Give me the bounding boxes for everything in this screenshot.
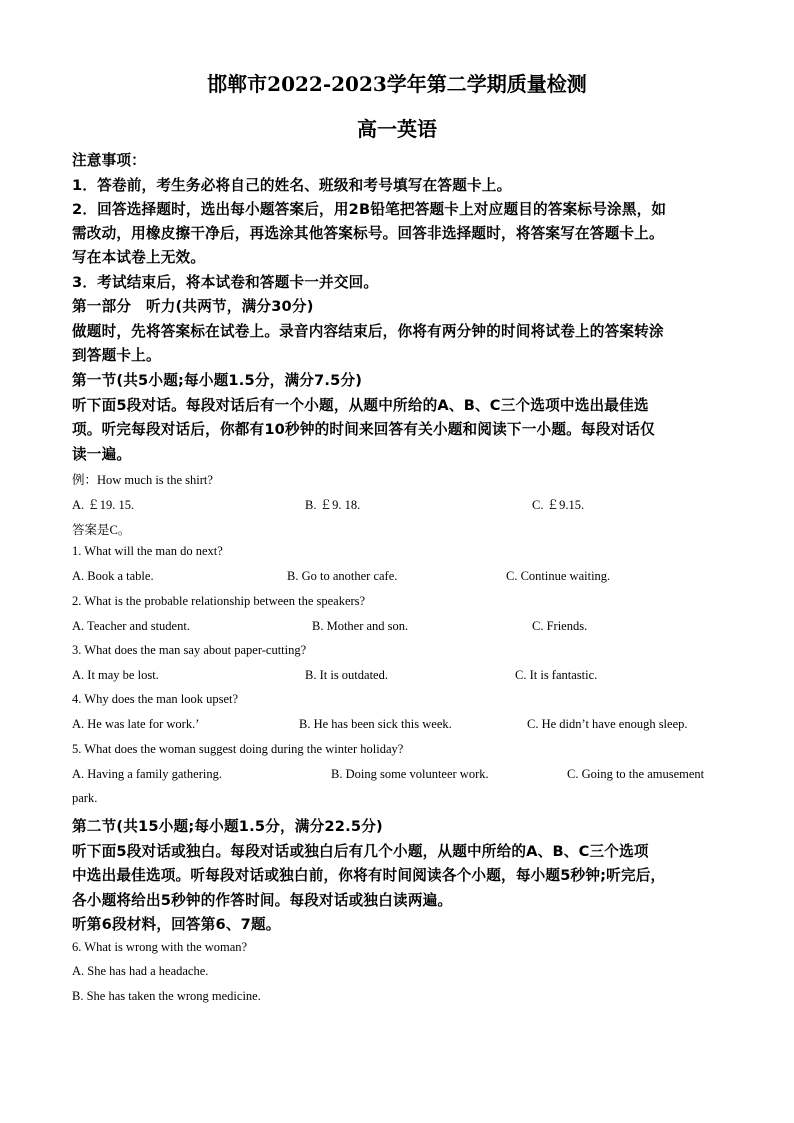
example-answer: 答案是C。 <box>72 523 131 537</box>
question-3: 3. What does the man say about paper-cutting? <box>72 643 307 657</box>
example-option-c: C. ￡9.15. <box>532 498 585 512</box>
question-5: 5. What does the woman suggest doing during the winter holiday? <box>72 742 404 756</box>
q2-option-c: C. Friends. <box>532 619 588 633</box>
q5-option-b: B. Doing some volunteer work. <box>331 767 489 781</box>
q2-option-a: A. Teacher and student. <box>72 619 190 633</box>
question-1: 1. What will the man do next? <box>72 544 223 558</box>
q3-option-a: A. It may be lost. <box>72 668 159 682</box>
q1-option-c: C. Continue waiting. <box>506 569 611 583</box>
section2-intro-line-3: 各小题将给出5秒钟的作答时间。每段对话或独白读两遍。 <box>72 892 453 909</box>
exam-subject: 高一英语 <box>357 117 437 141</box>
question-6: 6. What is wrong with the woman? <box>72 940 248 954</box>
section1-intro-line-1: 听下面5段对话。每段对话后有一个小题，从题中所给的A、B、C三个选项中选出最佳选 <box>72 397 649 414</box>
section2-heading: 第二节(共15小题;每小题1.5分，满分22.5分) <box>72 818 383 835</box>
section1-intro-line-2: 项。听完每段对话后，你都有10秒钟的时间来回答有关小题和阅读下一小题。每段对话仅 <box>72 421 655 438</box>
section2-intro-line-2: 中选出最佳选项。听每段对话或独白前，你将有时间阅读各个小题，每小题5秒钟;听完后， <box>72 867 666 884</box>
q1-option-a: A. Book a table. <box>72 569 154 583</box>
q2-option-b: B. Mother and son. <box>312 619 409 633</box>
section1-intro-line-3: 读一遍。 <box>72 446 132 463</box>
note-2-line-3: 写在本试卷上无效。 <box>72 249 206 266</box>
section1-heading: 第一节(共5小题;每小题1.5分，满分7.5分) <box>72 372 363 389</box>
example-option-b: B. ￡9. 18. <box>305 498 361 512</box>
q5-option-c-continued: park. <box>72 791 98 805</box>
q6-option-b: B. She has taken the wrong medicine. <box>72 989 261 1003</box>
section2-intro-line-1: 听下面5段对话或独白。每段对话或独白后有几个小题，从题中所给的A、B、C三个选项 <box>72 843 649 860</box>
q5-option-c: C. Going to the amusement <box>567 767 705 781</box>
q4-option-b: B. He has been sick this week. <box>299 717 452 731</box>
example-option-a: A. ￡19. 15. <box>72 498 135 512</box>
note-3: 3．考试结束后，将本试卷和答题卡一并交回。 <box>72 274 379 291</box>
q5-option-a: A. Having a family gathering. <box>72 767 222 781</box>
note-2-line-1: 2．回答选择题时，选出每小题答案后，用2B铅笔把答题卡上对应题目的答案标号涂黑，如 <box>72 201 667 218</box>
notes-heading: 注意事项： <box>72 152 146 169</box>
question-4: 4. Why does the man look upset? <box>72 692 239 706</box>
note-1: 1．答卷前，考生务必将自己的姓名、班级和考号填写在答题卡上。 <box>72 177 512 194</box>
part1-heading: 第一部分 听力(共两节，满分30分) <box>72 298 314 315</box>
part1-intro-line-2: 到答题卡上。 <box>72 347 161 364</box>
q3-option-c: C. It is fantastic. <box>515 668 598 682</box>
example-question: 例：How much is the shirt? <box>72 473 213 487</box>
note-2-line-2: 需改动，用橡皮擦干净后，再选涂其他答案标号。回答非选择题时，将答案写在答题卡上。 <box>72 225 664 242</box>
q3-option-b: B. It is outdated. <box>305 668 388 682</box>
q4-option-a: A. He was late for work.’ <box>72 717 200 731</box>
q6-option-a: A. She has had a headache. <box>72 964 209 978</box>
part1-intro-line-1: 做题时，先将答案标在试卷上。录音内容结束后，你将有两分钟的时间将试卷上的答案转涂 <box>72 323 664 340</box>
material-6-heading: 听第6段材料，回答第6、7题。 <box>72 916 281 933</box>
q1-option-b: B. Go to another cafe. <box>287 569 398 583</box>
exam-title: 邯郸市2022-2023学年第二学期质量检测 <box>207 72 587 96</box>
q4-option-c: C. He didn’t have enough sleep. <box>527 717 688 731</box>
question-2: 2. What is the probable relationship between the speakers? <box>72 594 366 608</box>
